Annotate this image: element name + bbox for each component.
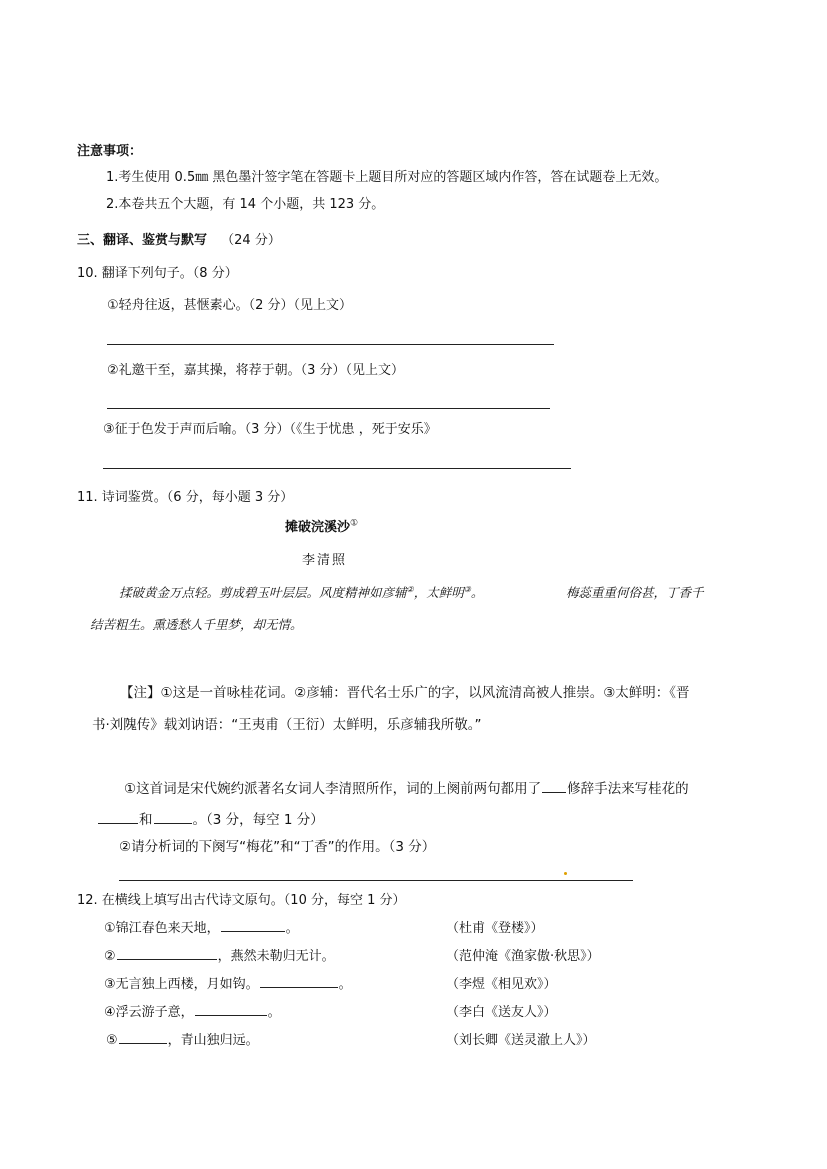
q12-item-5-post: ，青山独归远。 (167, 1033, 259, 1048)
q12-item-2-post: ，燕然未勒归无计。 (217, 949, 335, 964)
q11-sub-1-line-1 (124, 777, 689, 797)
q12-item-2-source: （范仲淹《渔家傲·秋思》） (446, 949, 600, 964)
poem-note-line-1: 【注】①这是一首咏桂花词。②彦辅：晋代名士乐广的字，以风流清高被人推崇。③太鲜明：《晋 (120, 685, 690, 701)
poem-line-2: 结苦粗生。熏透愁人千里梦，却无情。 (90, 617, 303, 632)
q12-item-5 (106, 1029, 259, 1048)
q11-blank-2[interactable] (154, 810, 192, 824)
notice-item-1: 1.考生使用 0.5㎜ 黑色墨汁签字笔在答题卡上题目所对应的答题区域内作答，答在试题卷上无效。 (106, 170, 668, 185)
poem-line-1-b: ，太鲜明 (413, 585, 464, 600)
poem-author: 李清照 (302, 553, 348, 568)
poem-title-text: 摊破浣溪沙 (285, 520, 351, 535)
q11-answer-line[interactable] (119, 880, 633, 881)
poem-line-1 (119, 583, 483, 601)
poem-title-footnote-mark: ① (350, 518, 359, 529)
q10-sentence-2: ②礼邀干至，嘉其操，将荐于朝。（3 分）（见上文） (107, 363, 405, 378)
q11-sub-1-text-c: 和 (139, 812, 153, 828)
footnote-mark-3: ③ (463, 584, 471, 594)
q10-stem: 10. 翻译下列句子。（8 分） (77, 266, 238, 281)
q10-sentence-1: ①轻舟往返，甚惬素心。（2 分）（见上文） (107, 298, 353, 313)
q12-item-5-pre: ⑤ (106, 1033, 118, 1048)
footnote-mark-2: ② (406, 584, 414, 594)
q10-sentence-3: ③征于色发于声而后喻。（3 分）（《生于忧患 ，死于安乐》 (103, 422, 437, 437)
q12-blank-4[interactable] (195, 1002, 267, 1016)
q10-answer-line-1[interactable] (107, 344, 554, 345)
q12-blank-2[interactable] (117, 946, 217, 960)
q12-item-3-pre: ③无言独上西楼，月如钩。 (104, 977, 259, 992)
poem-line-1-c: 。 (470, 585, 484, 600)
poem-line-1-d: 梅蕊重重何俗甚，丁香千 (566, 585, 704, 600)
section-title (77, 229, 281, 248)
q10-answer-line-2[interactable] (107, 408, 550, 409)
q12-stem: 12. 在横线上填写出古代诗文原句。（10 分，每空 1 分） (77, 893, 406, 908)
q11-sub-1-line-2 (97, 808, 324, 828)
q12-item-4 (104, 1001, 281, 1020)
q11-sub-1-text-d: 。（3 分，每空 1 分） (192, 812, 324, 828)
q10-answer-line-3[interactable] (103, 468, 571, 469)
q12-blank-1[interactable] (221, 918, 285, 932)
q12-item-3-post: 。 (338, 977, 352, 992)
poem-note-line-2: 书·刘隗传》载刘讷语：“王夷甫（王衍）太鲜明，乐彦辅我所敬。” (92, 717, 482, 733)
poem-line-1-a: 揉破黄金万点轻。剪成碧玉叶层层。风度精神如彦辅 (119, 585, 407, 600)
q12-item-4-source: （李白《送友人》） (446, 1005, 557, 1020)
q12-item-1-pre: ①锦江春色来天地， (104, 921, 220, 936)
q11-sub-2: ②请分析词的下阕写“梅花”和“丁香”的作用。（3 分） (119, 839, 436, 855)
q11-blank-rhetoric[interactable] (542, 779, 566, 793)
q12-item-5-source: （刘长卿《送灵澈上人》） (446, 1033, 596, 1048)
q11-blank-1[interactable] (98, 810, 138, 824)
q12-blank-3[interactable] (260, 974, 338, 988)
q12-item-2-pre: ② (104, 949, 116, 964)
q12-item-1-post: 。 (285, 921, 299, 936)
ink-dot (564, 872, 567, 875)
section-score: （24 分） (221, 233, 281, 248)
q12-item-3-source: （李煜《相见欢》） (446, 977, 557, 992)
q12-item-4-post: 。 (267, 1005, 281, 1020)
q12-item-2 (104, 945, 335, 964)
q12-item-1-source: （杜甫《登楼》） (446, 921, 544, 936)
q12-item-3 (104, 973, 352, 992)
notice-item-2: 2.本卷共五个大题，有 14 个小题，共 123 分。 (106, 197, 385, 212)
q11-sub-1-text-a: ①这首词是宋代婉约派著名女词人李清照所作，词的上阕前两句都用了 (124, 781, 542, 797)
q11-sub-1-text-b: 修辞手法来写桂花的 (567, 781, 689, 797)
notice-heading: 注意事项： (77, 144, 143, 159)
poem-title (285, 516, 358, 535)
section-title-text: 三、翻译、鉴赏与默写 (77, 233, 208, 248)
q12-blank-5[interactable] (119, 1030, 167, 1044)
q11-stem: 11. 诗词鉴赏。（6 分，每小题 3 分） (77, 490, 294, 505)
q12-item-1 (104, 917, 299, 936)
q12-item-4-pre: ④浮云游子意， (104, 1005, 194, 1020)
